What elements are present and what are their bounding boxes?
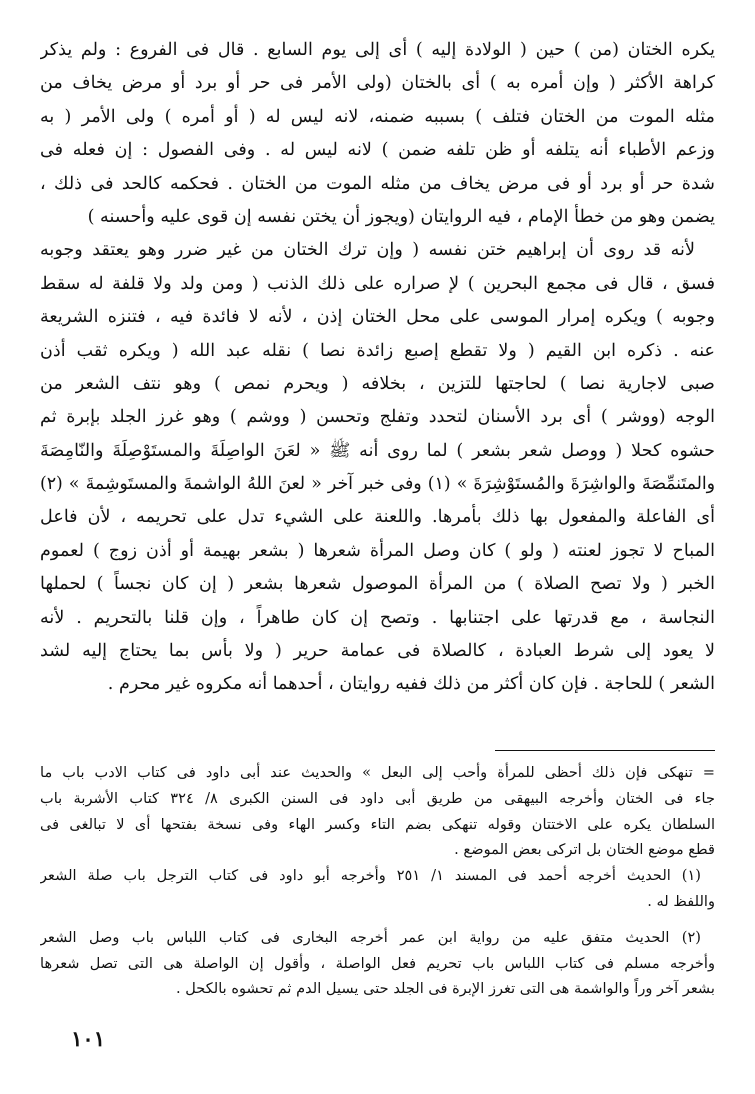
footnote-line: = تنهكى فإن ذلك أحظى للمرأة وأحب إلى البعل » والحديث عند أبى داود فى كتاب الادب باب ما xyxy=(40,764,715,781)
text-line: أى الفاعلة والمفعول بها ذلك بأمرها. واللعنة على الشيء تدل على تحريمه ، لأن فاعل xyxy=(40,507,715,528)
text-line: الشعر ) للحاجة . فإن كان أكثر من ذلك ففيه روايتان ، أحدهما أنه مكروه غير محرم . xyxy=(107,674,715,695)
footnote-line: وأخرجه مسلم فى كتاب اللباس باب تحريم فعل الواصلة ، وأقول إن الواصلة هى التى تصل شعرها xyxy=(40,954,715,972)
text-line: الخبر ( ولا تصح الصلاة ) من المرأة الموصول شعرها بشعر ( إن كان نجساً ) لحملها xyxy=(40,574,715,595)
footnotes xyxy=(40,760,715,1002)
text-line: مثله الموت من الختان فتلف ) بسببه ضمنه، لانه ليس له ( أو أمره ) ولى الأمر ( به xyxy=(40,106,715,127)
text-line: لا يعود إلى شرط العبادة ، كالصلاة فى عمامة حرير ( ولا بأس بما يحتاج إليه لشد xyxy=(40,641,715,662)
text-line: النجاسة ، مع قدرتها على اجتنابها . وتصح إن كان طاهراً ، وإن قلنا بالتحريم . لأنه xyxy=(40,607,715,628)
footnote-line: بشعر آخر وراً والواشمة هى التى تغرز الإبرة فى الجلد حتى يسيل الدم ثم تحشوه بالكحل . xyxy=(175,980,715,998)
footnote-line: جاء فى الختان وأخرجه البيهقى من طريق أبى داود فى السنن الكبرى ٨/ ٣٢٤ كتاب الأشربة باب xyxy=(40,789,715,807)
footnote-line: قطع موضع الختان بل اتركى بعض الموضع . xyxy=(454,841,715,859)
text-line: يضمن وهو من خطأ الإمام ، فيه الروايتان (ويجوز أن يختن نفسه إن قوى عليه وأحسنه ) xyxy=(87,206,715,227)
text-line: شدة حر أو برد أو فى مرض يخاف من مثله الموت من الختان . فحكمه كالحد فى ذلك ، xyxy=(40,173,715,194)
page-number: ١٠١ xyxy=(71,1026,105,1051)
text-line: وجوبه ) ويكره إمرار الموسى على محل الختان إذن ، لأنه لا فائدة فيه ، فتنزه الشريعة xyxy=(40,307,715,328)
footnote-line: السلطان يكره على الاختتان وقوله تنهكى بضم التاء وكسر الهاء وفى نسخة بفتحها أى لا تبالغى فى xyxy=(40,815,715,833)
text-line: وزعم الأطباء أنه يتلفه أو ظن تلفه ضمن ) لانه ليس له . وفى الفصول : إن فعله فى xyxy=(40,140,715,161)
footnote-1: (١) الحديث أخرجه أحمد فى المسند ١/ ٢٥١ وأخرجه أبو داود فى كتاب الترجل باب صلة الشعر xyxy=(40,867,701,885)
footnote-2: (٢) الحديث متفق عليه من رواية ابن عمر أخرجه البخارى فى كتاب اللباس باب وصل الشعر xyxy=(40,928,701,946)
text-line: حشوه كحلا ( ووصل شعر بشعر ) لما روى أنه ﷺ « لعَنَ الواصِلَةَ والمستَوْصِلَةَ والنّامِصَةَ xyxy=(40,440,715,461)
text-line: الوجه (ووشر ) أى برد الأسنان لتحدد وتفلج وتحسن ( ووشم ) وهو غرز الجلد بإبرة ثم xyxy=(40,407,715,428)
text-line: صبى لاجارية نصا ) لحاجتها للتزين ، بخلافه ( ويحرم نمص ) وهو نتف الشعر من xyxy=(40,373,715,394)
text-line: يكره الختان (من ) حين ( الولادة إليه ) أى إلى يوم السابع . قال فى الفروع : ولم يذكر xyxy=(40,40,715,60)
footnote-line: واللفظ له . xyxy=(647,892,715,910)
main-text xyxy=(40,34,715,702)
text-line: عنه . ذكره ابن القيم ( ولا تقطع إصبع زائدة نصا ) نقله عبد الله ( ويكره ثقب أذن xyxy=(40,340,715,361)
text-line: كراهة الأكثر ( وإن أمره به ) أى بالختان (ولى الأمر فى حر أو برد أو مرض يخاف من xyxy=(40,73,715,94)
text-line: لأنه قد روى أن إبراهيم ختن نفسه ( وإن ترك الختان من غير ضرر وهو يعتقد وجوبه xyxy=(40,240,695,261)
text-line: فسق ، قال فى مجمع البحرين ) لإ صراره على ذلك الذنب ( ومن ولد ولا قلفة له سقط xyxy=(40,273,715,294)
text-line: المباح لا تجوز لعنته ( ولو ) كان وصل المرأة شعرها ( بشعر بهيمة أو أذن زوج ) لعموم xyxy=(40,540,715,561)
footnote-separator xyxy=(495,750,715,751)
text-line: والمتَنمِّصَةَ والواشِرَةَ والمُستَوْشِرَةَ » (١) وفى خبر آخر « لعنَ اللهُ الواشمةَ والمستَوشِمةَ » (٢) xyxy=(40,474,715,495)
